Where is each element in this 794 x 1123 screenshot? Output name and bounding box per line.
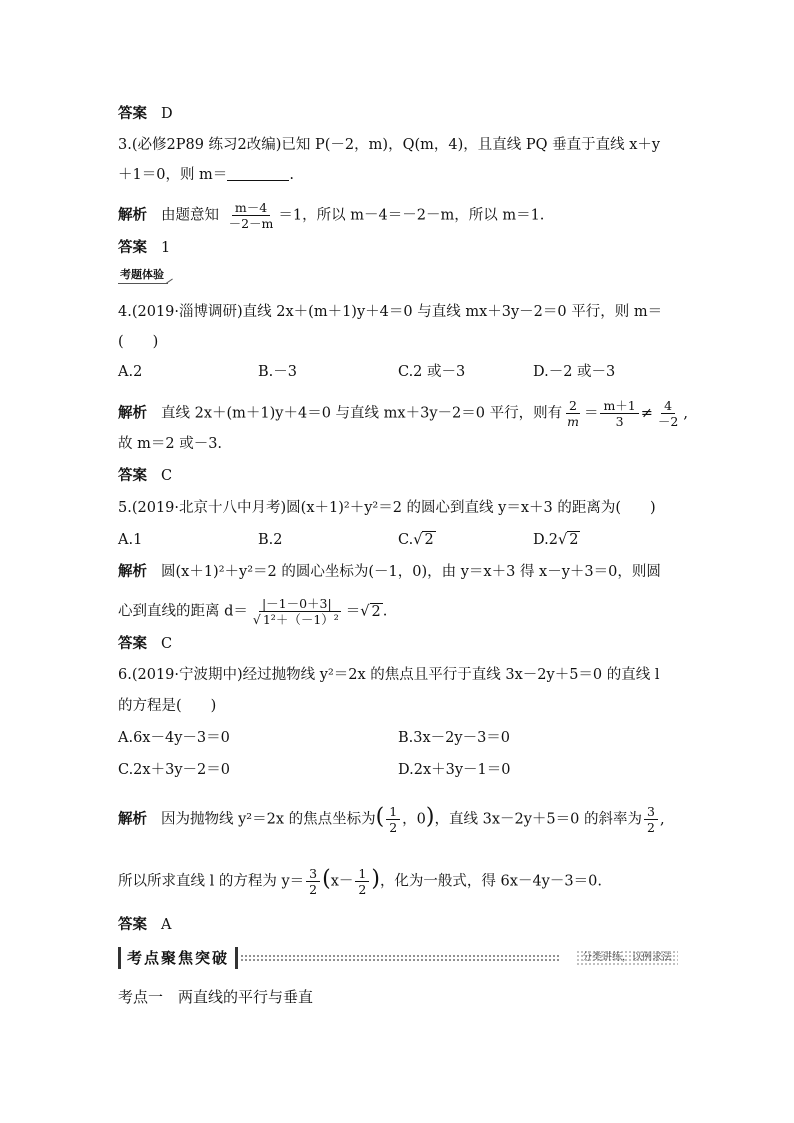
- q6-sol-text: ，直线 3x－2y＋5＝0 的斜率为: [434, 811, 642, 828]
- fraction: [306, 866, 320, 897]
- option-label: D.2: [533, 532, 558, 548]
- q6-sol-text: x－: [330, 873, 354, 890]
- question-6-stem-cont: 的方程是( ): [118, 698, 217, 714]
- answer-label: 答案: [118, 916, 147, 933]
- question-6-solution-cont: 所以所求直线 l 的方程为 y＝ $\frac{3}{2}$ (x－ $\frac{1}{2}$ )，化为一般式，得 6x－4y－3＝0.: [118, 866, 602, 897]
- option-d: D.2√ 2: [533, 532, 579, 548]
- fraction: [386, 804, 400, 835]
- banner-divider: [240, 954, 560, 962]
- section-banner: [118, 947, 678, 969]
- answer-line: [118, 915, 171, 935]
- denominator: 2: [647, 820, 655, 835]
- equals-sign: ＝: [583, 405, 599, 422]
- denominator: 2: [309, 882, 318, 897]
- numerator: 1: [386, 804, 400, 820]
- denominator: －2: [657, 414, 679, 429]
- option-d: D.－2 或－3: [533, 364, 616, 380]
- radicand: 1²＋（－1）²: [262, 612, 339, 627]
- numerator: 1: [355, 866, 369, 882]
- option-b: B.2: [258, 532, 283, 548]
- question-4-stem: 4.(2019·淄博调研)直线 2x＋(m＋1)y＋4＝0 与直线 mx＋3y－2＝0 平行，则 m＝: [118, 304, 663, 320]
- question-4-solution: [118, 398, 688, 429]
- answer-line: [118, 104, 173, 124]
- fraction: [600, 398, 638, 429]
- fraction: [250, 596, 344, 627]
- option-label: C.: [398, 532, 414, 548]
- answer-line: [118, 238, 170, 258]
- option-a: A.6x－4y－3＝0: [118, 730, 230, 746]
- question-4-stem-cont: ( ): [118, 334, 159, 350]
- comma: ,: [683, 405, 688, 422]
- q3-sol-text: 由题意知: [161, 207, 219, 224]
- answer-value: D: [161, 106, 173, 122]
- question-3-stem: 3.(必修2P89 练习2改编)已知 P(－2，m)，Q(m，4)，且直线 PQ 垂直于直线 x＋y: [118, 137, 661, 153]
- fraction: [226, 200, 277, 231]
- numerator: m－4: [232, 200, 270, 216]
- denominator: 2: [389, 820, 398, 835]
- option-b: B.3x－2y－3＝0: [398, 730, 511, 746]
- q4-sol-text: 直线 2x＋(m＋1)y＋4＝0 与直线 mx＋3y－2＝0 平行，则有: [161, 405, 563, 422]
- denominator: √ 1²＋（－1）²: [252, 612, 339, 627]
- q3-stem-text: ＋1＝0，则 m＝: [118, 167, 228, 183]
- denominator: －2－m: [228, 216, 274, 231]
- analysis-label: 解析: [118, 563, 147, 580]
- option-c: C.2 或－3: [398, 364, 466, 380]
- q6-sol-text: ，化为一般式，得 6x－4y－3＝0.: [379, 873, 602, 890]
- answer-line: [118, 466, 172, 486]
- equals-sign: ＝: [345, 603, 361, 620]
- answer-label: 答案: [118, 239, 147, 256]
- analysis-label: 解析: [118, 404, 147, 422]
- question-3-solution: [118, 200, 544, 231]
- fraction: [644, 804, 658, 835]
- answer-line: [118, 634, 172, 654]
- q6-sol-text: 所以所求直线 l 的方程为 y＝: [118, 873, 305, 890]
- banner-subtitle: 分类讲练，以例求法: [576, 950, 678, 966]
- question-3-stem-cont: [118, 165, 294, 185]
- question-5-solution-cont: 心到直线的距离 d＝ $\frac{|-1-0+3|}{\text{√ 1²＋（－1）²}}$ ＝√ 2 .: [118, 596, 388, 627]
- option-d: D.2x＋3y－1＝0: [398, 762, 511, 778]
- radicand: 2: [569, 532, 579, 548]
- banner-title: 考点聚焦突破: [118, 947, 238, 969]
- radicand: 2: [371, 603, 381, 620]
- numerator: 2: [566, 398, 580, 414]
- fraction: [355, 866, 369, 897]
- numerator: 4: [661, 398, 675, 414]
- q5-sol-text: 心到直线的距离 d＝: [118, 603, 248, 620]
- fraction: [564, 398, 582, 429]
- option-c: C.2x＋3y－2＝0: [118, 762, 230, 778]
- answer-value: C: [161, 636, 173, 652]
- option-a: A.2: [118, 364, 143, 380]
- section-tag: 考题体验: [118, 268, 168, 284]
- option-a: A.1: [118, 532, 143, 548]
- answer-value: 1: [161, 240, 171, 256]
- answer-label: 答案: [118, 635, 147, 652]
- section-heading: 考点一 两直线的平行与垂直: [118, 988, 314, 1006]
- option-b: B.－3: [258, 364, 297, 380]
- q5-sol-text: 圆(x＋1)²＋y²＝2 的圆心坐标为(－1，0)，由 y＝x＋3 得 x－y＋3＝0，则圆: [161, 564, 661, 580]
- option-c: C.√ 2: [398, 532, 434, 548]
- answer-label: 答案: [118, 467, 147, 484]
- comma: ,: [659, 811, 665, 828]
- question-5-solution: [118, 562, 661, 582]
- numerator: 3: [644, 804, 658, 820]
- not-equal-sign: ≠: [640, 405, 653, 422]
- answer-label: 答案: [118, 105, 147, 122]
- period: .: [382, 603, 388, 620]
- radicand: 2: [424, 532, 434, 548]
- q3-stem-end: .: [289, 167, 294, 183]
- q6-sol-text: 因为抛物线 y²＝2x 的焦点坐标为: [161, 811, 376, 828]
- answer-value: A: [161, 917, 172, 933]
- question-4-solution-cont: 故 m＝2 或－3.: [118, 436, 223, 452]
- denominator: 3: [615, 414, 624, 429]
- answer-value: C: [161, 468, 173, 484]
- analysis-label: 解析: [118, 206, 147, 224]
- question-6-stem: 6.(2019·宁波期中)经过抛物线 y²＝2x 的焦点且平行于直线 3x－2y＋5＝0 的直线 l: [118, 667, 660, 683]
- answer-blank: [227, 166, 289, 181]
- numerator: |－1－0＋3|: [259, 596, 335, 612]
- question-5-stem: 5.(2019·北京十八中月考)圆(x＋1)²＋y²＝2 的圆心到直线 y＝x＋3 的距离为( ): [118, 500, 656, 516]
- question-6-solution: 解析 因为抛物线 y²＝2x 的焦点坐标为( $\frac{1}{2}$ ，0)，直线 3x－2y＋5＝0 的斜率为 $\frac{3}{2}$ ,: [118, 804, 665, 835]
- q6-sol-text: ，0: [402, 811, 426, 828]
- q3-sol-text-end: ＝1，所以 m－4＝－2－m，所以 m＝1.: [278, 207, 545, 224]
- numerator: m＋1: [600, 398, 638, 414]
- analysis-label: 解析: [118, 810, 147, 828]
- denominator: 2: [358, 882, 367, 897]
- fraction: [655, 398, 681, 429]
- numerator: 3: [306, 866, 320, 882]
- denominator: m: [567, 414, 579, 429]
